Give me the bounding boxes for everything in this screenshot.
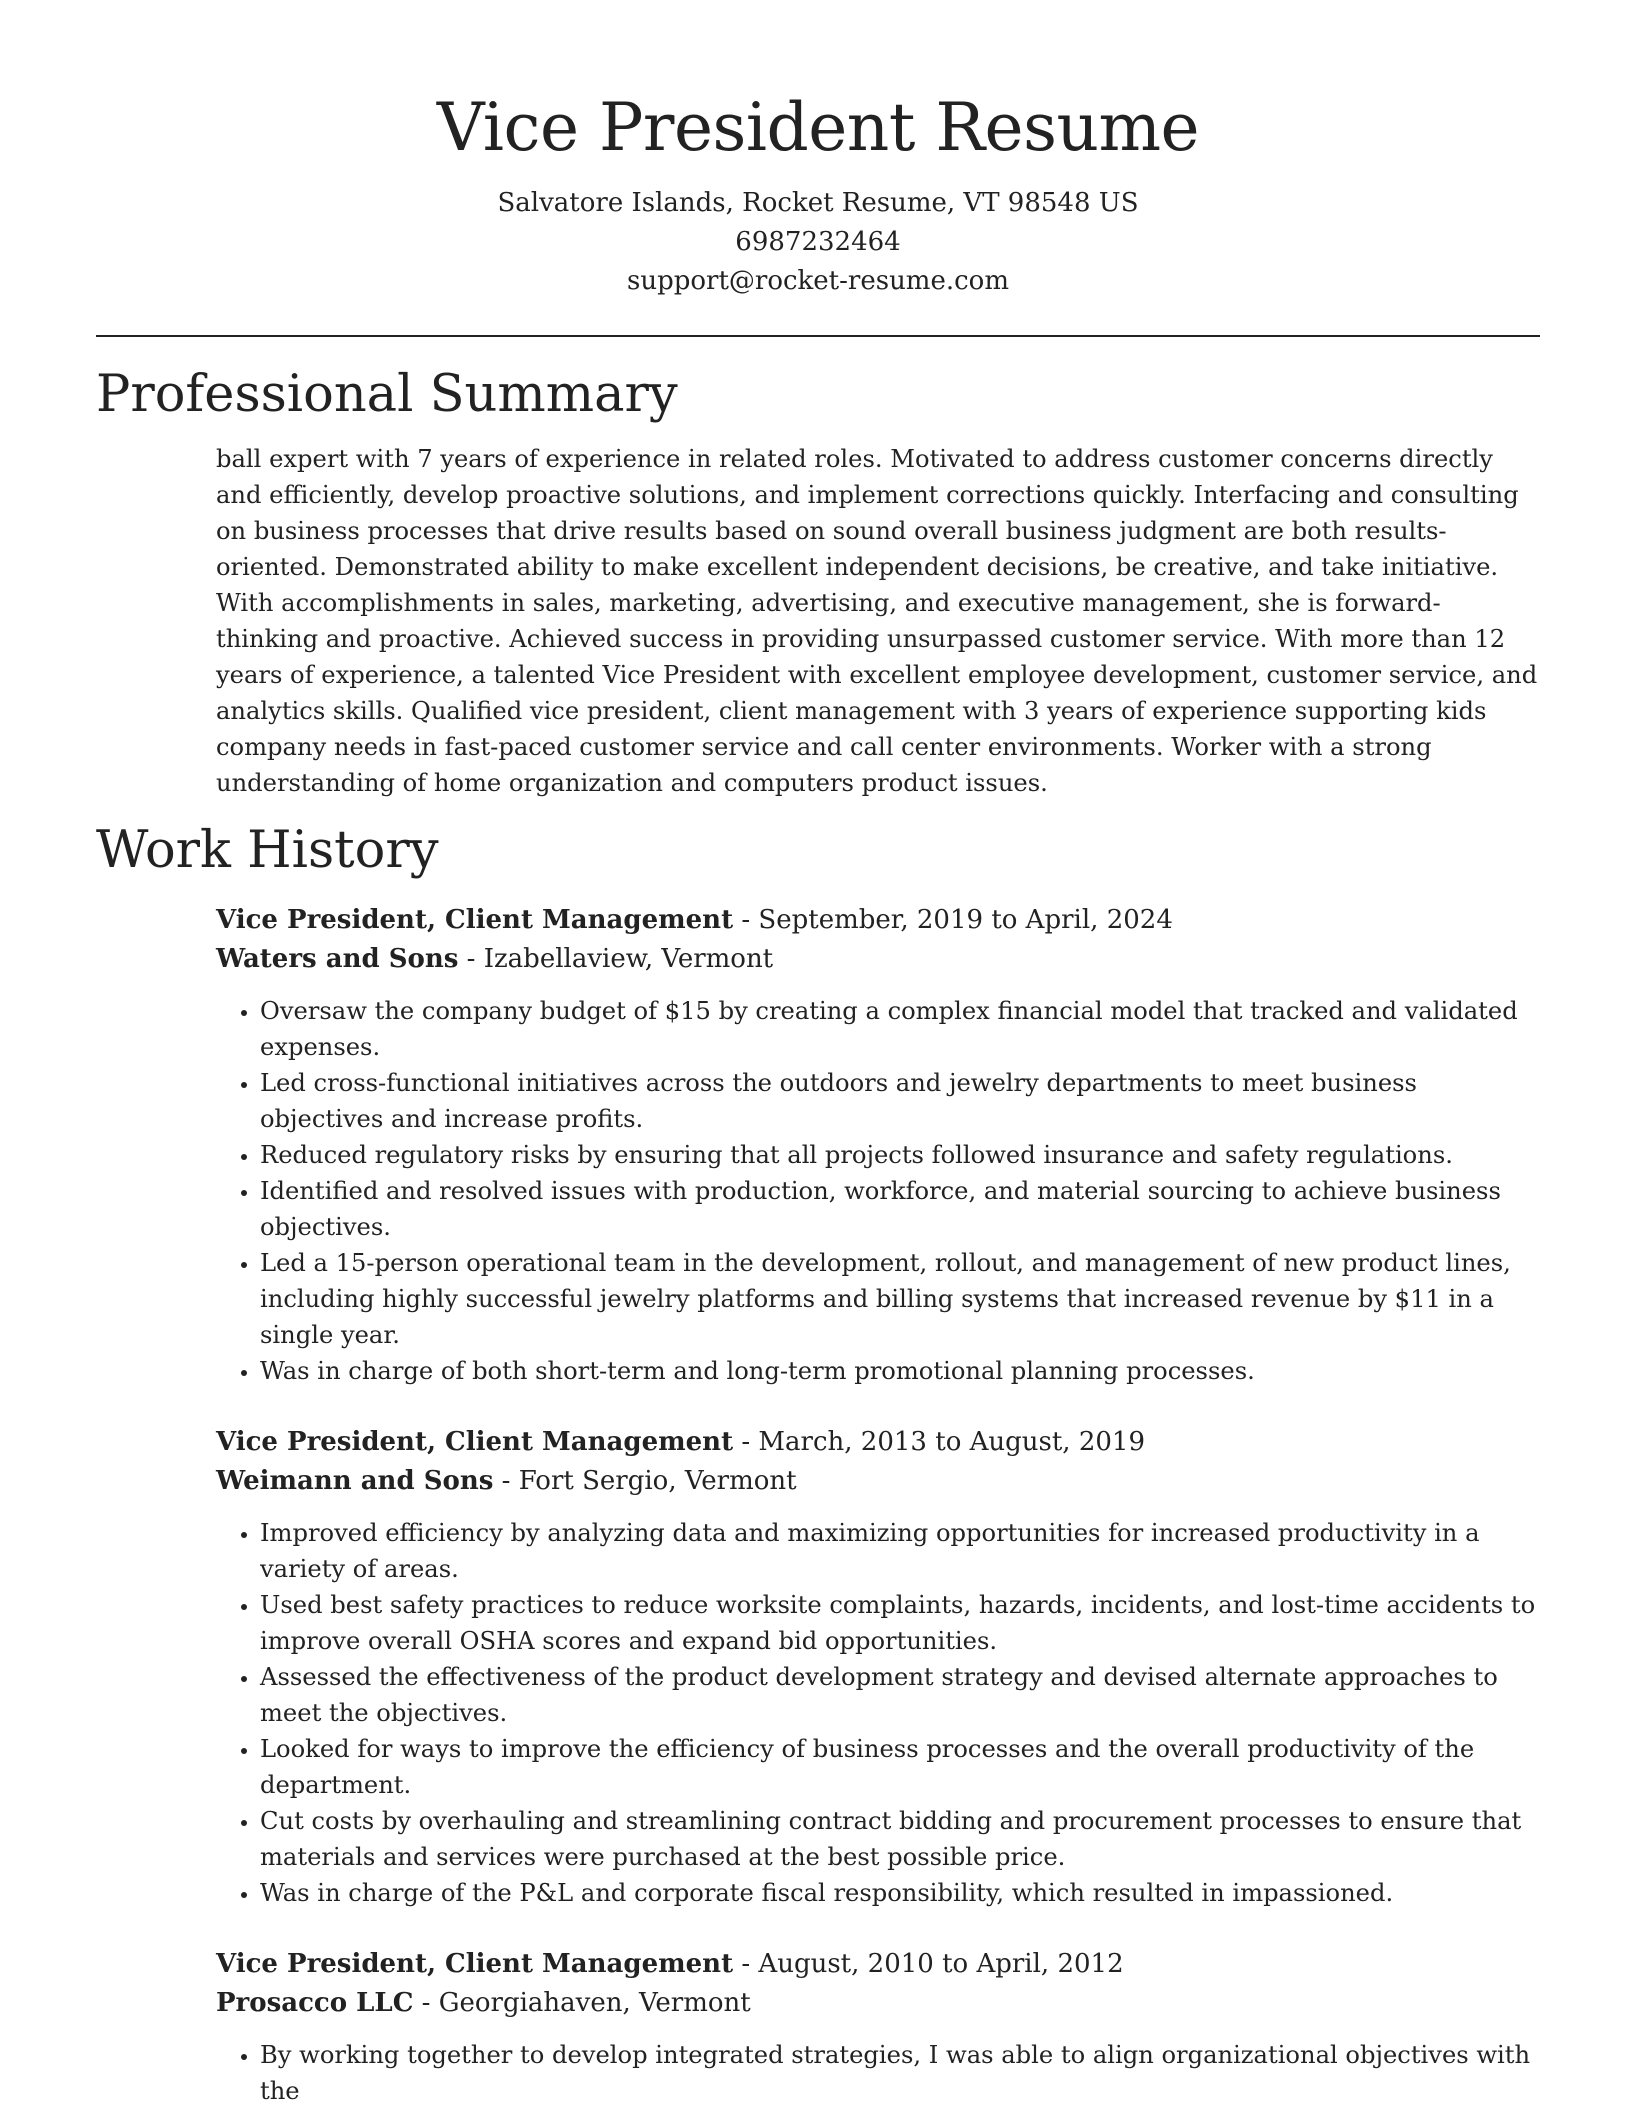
job-dates: September, 2019 to April, 2024 <box>758 905 1173 935</box>
job-company: Waters and Sons <box>216 944 459 974</box>
job-bullet: • Led cross-functional initiatives across the outdoors and jewelry departments to meet business objectives and increase profits. <box>260 1065 1540 1137</box>
job-title-line <box>216 901 1540 940</box>
job-company: Prosacco LLC <box>216 1988 414 2018</box>
job-separator: - <box>733 1427 759 1457</box>
summary-heading: Professional Summary <box>96 365 678 424</box>
job-bullet: • Reduced regulatory risks by ensuring that all projects followed insurance and safety regulations. <box>260 1137 1540 1173</box>
job-location: Fort Sergio, Vermont <box>518 1466 797 1496</box>
contact-phone: 6987232464 <box>735 227 901 257</box>
job-bullet: • Led a 15-person operational team in the development, rollout, and management of new product lines, including highly successful jewelry platforms and billing systems that increased revenue by $11 in a single year. <box>260 1245 1540 1353</box>
contact-email: support@rocket-resume.com <box>626 266 1009 296</box>
job-bullet: • Identified and resolved issues with production, workforce, and material sourcing to achieve business objectives. <box>260 1173 1540 1245</box>
job-title: Vice President, Client Management <box>216 1949 734 1979</box>
job-entry <box>216 901 1540 1389</box>
job-bullet: • Improved efficiency by analyzing data and maximizing opportunities for increased productivity in a variety of areas. <box>260 1515 1540 1587</box>
job-bullet: • Used best safety practices to reduce worksite complaints, hazards, incidents, and lost-time accidents to improve overall OSHA scores and expand bid opportunities. <box>260 1587 1540 1659</box>
job-company: Weimann and Sons <box>216 1466 494 1496</box>
resume-title: Vice President Resume <box>436 89 1200 166</box>
job-bullet: • By working together to develop integrated strategies, I was able to align organizational objectives with the <box>260 2037 1540 2109</box>
job-title: Vice President, Client Management <box>216 1427 734 1457</box>
job-dates: March, 2013 to August, 2019 <box>758 1427 1146 1457</box>
job-bullets <box>216 2037 1540 2109</box>
contact-block <box>96 184 1540 301</box>
job-separator: - <box>413 1988 439 2018</box>
job-entry <box>216 1423 1540 1911</box>
job-bullet: • Looked for ways to improve the efficiency of business processes and the overall productivity of the department. <box>260 1731 1540 1803</box>
job-bullet: • Was in charge of the P&L and corporate fiscal responsibility, which resulted in impassioned. <box>260 1875 1540 1911</box>
job-bullets <box>216 993 1540 1389</box>
job-separator: - <box>733 905 759 935</box>
job-title-line <box>216 1423 1540 1462</box>
job-bullets <box>216 1515 1540 1911</box>
job-company-line <box>216 1984 1540 2023</box>
job-bullet: • Was in charge of both short-term and long-term promotional planning processes. <box>260 1353 1540 1389</box>
resume-page <box>96 0 1540 2109</box>
work-history-heading: Work History <box>96 821 439 880</box>
job-company-line <box>216 940 1540 979</box>
job-separator: - <box>493 1466 519 1496</box>
job-title-line <box>216 1945 1540 1984</box>
header-divider <box>96 335 1540 337</box>
job-bullet: • Oversaw the company budget of $15 by creating a complex financial model that tracked and validated expenses. <box>260 993 1540 1065</box>
job-dates: August, 2010 to April, 2012 <box>758 1949 1124 1979</box>
summary-text: ball expert with 7 years of experience in related roles. Motivated to address customer concerns directly and efficiently, develop proactive solutions, and implement corrections quickly. Interfacing and consulting on business processes that drive results based on sound overall business judgment are both results-oriented. Demonstrated ability to make excellent independent decisions, be creative, and take initiative. With accomplishments in sales, marketing, advertising, and executive management, she is forward-thinking and proactive. Achieved success in providing unsurpassed customer service. With more than 12 years of experience, a talented Vice President with excellent employee development, customer service, and analytics skills. Qualified vice president, client management with 3 years of experience supporting kids company needs in fast-paced customer service and call center environments. Worker with a strong understanding of home organization and computers product issues. <box>216 445 1538 797</box>
job-company-line <box>216 1462 1540 1501</box>
job-title: Vice President, Client Management <box>216 905 734 935</box>
job-separator: - <box>458 944 484 974</box>
job-separator: - <box>733 1949 759 1979</box>
job-location: Izabellaview, Vermont <box>483 944 774 974</box>
contact-address: Salvatore Islands, Rocket Resume, VT 98548 US <box>497 188 1139 218</box>
job-bullet: • Assessed the effectiveness of the product development strategy and devised alternate approaches to meet the objectives. <box>260 1659 1540 1731</box>
job-entry <box>216 1945 1540 2109</box>
job-location: Georgiahaven, Vermont <box>438 1988 751 2018</box>
job-bullet: • Cut costs by overhauling and streamlining contract bidding and procurement processes to ensure that materials and services were purchased at the best possible price. <box>260 1803 1540 1875</box>
